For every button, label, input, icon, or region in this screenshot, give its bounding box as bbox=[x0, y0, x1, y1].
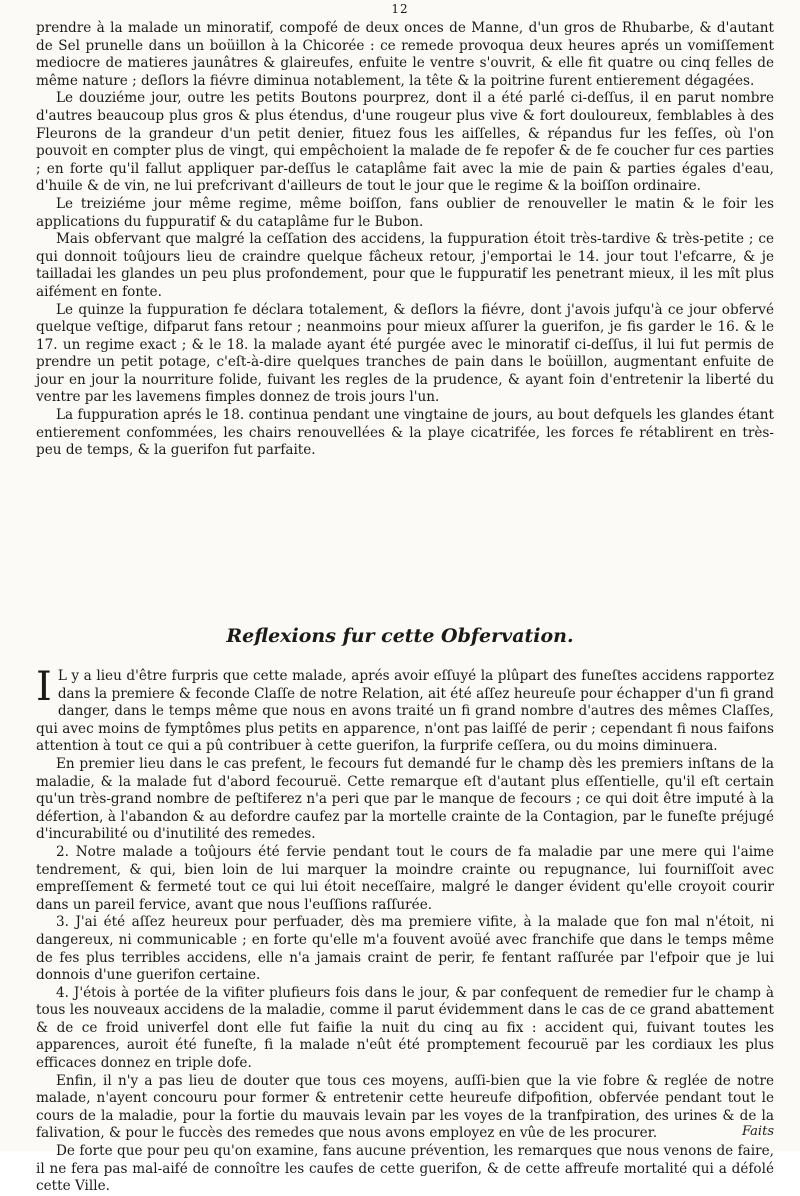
paragraph: Le douziéme jour, outre les petits Boutons pourprez, dont il a été parlé ci-deſſus, il en parut nombre d'autres beaucoup plus gros & plus étendus, d'une rougeur plus vive & fort douloureux, femblables à des Fleurons de la grandeur d'un petit denier, fituez fous les aiſſelles, & répandus fur les feſſes, où l'on pouvoit en compter plus de vingt, qui empêchoient la malade de fe repofer & de fe coucher fur ces parties ; en forte qu'il fallut appliquer par-deſſus le cataplâme fait avec la mie de pain & parties égales d'eau, d'huile & de vin, ne lui prefcrivant d'ailleurs de tout le jour que le regime & la boiſſon ordinaire. bbox=[36, 90, 774, 195]
catchword: Faits bbox=[742, 1124, 774, 1139]
paragraph: 4. J'étois à portée de la vifiter plufieurs fois dans le jour, & par confequent de remedier fur le champ à tous les nouveaux accidens de la maladie, comme il parut évidemment dans le cas de ce grand abattement & de ce froid univerfel dont elle fut faifie la nuit du cinq au fix : accident qui, fuivant toutes les apparences, auroit été funeſte, fi la malade n'eût été promptement fecouruë par les cordiaux les plus efficaces donnez en triple dofe. bbox=[36, 984, 774, 1072]
section-heading: Reflexions fur cette Obfervation. bbox=[226, 625, 574, 647]
paragraph: 2. Notre malade a toûjours été fervie pendant tout le cours de fa maladie par une mere qui l'aime tendrement, & qui, bien loin de lui marquer la moindre crainte ou repugnance, lui fourniſſoit avec empreſſement & fermeté tout ce qui lui étoit neceſſaire, malgré le danger évident qu'elle croyoit courir dans un pareil fervice, avant que nous l'euſſions raſſurée. bbox=[36, 843, 774, 913]
paragraph: En premier lieu dans le cas prefent, le fecours fut demandé fur le champ dès les premiers inſtans de la maladie, & la malade fut d'abord fecouruë. Cette remarque eſt d'autant plus eſſentielle, qu'il eſt certain qu'un très-grand nombre de peſtiferez n'a peri que par le manque de fecours ; ce qui doit être imputé à la défertion, à l'abandon & au defordre caufez par la mortelle crainte de la Contagion, par le funeſte préjugé d'incurabilité ou d'inutilité des remedes. bbox=[36, 755, 774, 843]
reflections-text bbox=[36, 664, 774, 1196]
paragraph: 3. J'ai été aſſez heureux pour perfuader, dès ma premiere vifite, à la malade que fon mal n'étoit, ni dangereux, ni communicable ; en forte qu'elle m'a fouvent avoüé avec franchife que dans le temps même de fes plus terribles accidens, elle n'a jamais craint de perir, fe fentant raſſurée par l'efpoir que je lui donnois d'une guerifon certaine. bbox=[36, 914, 774, 984]
paragraph: Le quinze la fuppuration fe déclara totalement, & deſlors la fiévre, dont j'avois jufqu'à ce jour obfervé quelque veſtige, difparut fans retour ; neanmoins pour mieux aſſurer la guerifon, je fis garder le 16. & le 17. un regime exact ; & le 18. la malade ayant été purgée avec le minoratif ci-deſſus, il lui fut permis de prendre un petit potage, c'eſt-à-dire quelques tranches de pain dans le boüillon, augmentant enfuite de jour en jour la nourriture folide, fuivant les regles de la prudence, & ayant foin d'entretenir la liberté du ventre par les lavemens fimples donnez de trois jours l'un. bbox=[36, 301, 774, 406]
observation-text bbox=[36, 20, 774, 460]
first-paragraph bbox=[36, 664, 774, 756]
paragraph: La fuppuration aprés le 18. continua pendant une vingtaine de jours, au bout defquels les glandes étant entierement confommées, les chairs renouvellées & la playe cicatrifée, les forces fe rétablirent en très-peu de temps, & la guerifon fut parfaite. bbox=[36, 407, 774, 459]
paragraph-text: L y a lieu d'être furpris que cette malade, aprés avoir eſſuyé la plûpart des funeſtes accidens rapportez dans la premiere & feconde Claſſe de notre Relation, ait été aſſez heureuſe pour échapper d'un fi grand danger, dans le temps même que nous en avons traité un fi grand nombre d'autres des mêmes Claſſes, qui avec moins de fymptômes plus petits en apparence, n'ont pas laiſſé de perir ; cependant fi nous faifons attention à tout ce qui a pû contribuer à cette guerifon, la furprife ceſſera, ou du moins diminuera. bbox=[36, 668, 774, 755]
paragraph: De forte que pour peu qu'on examine, fans aucune prévention, les remarques que nous venons de faire, il ne fera pas mal-aifé de connoître les caufes de cette guerifon, & de cette affreufe mortalité qui a défolé cette Ville. bbox=[36, 1143, 774, 1195]
drop-cap: I bbox=[36, 664, 52, 710]
paragraph: Enfin, il n'y a pas lieu de douter que tous ces moyens, auſſi-bien que la vie fobre & reglée de notre malade, n'ayent concouru pour former & entretenir cette heureufe difpofition, obfervée pendant tout le cours de la maladie, pour la fortie du mauvais levain par les voyes de la tranfpiration, des urines & de la falivation, & pour le fuccès des remedes que nous avons employez en vûe de les procurer. bbox=[36, 1072, 774, 1142]
paragraph: Mais obfervant que malgré la ceſſation des accidens, la fuppuration étoit très-tardive & très-petite ; ce qui donnoit toûjours lieu de craindre quelque fâcheux retour, j'emportai le 14. jour tout l'efcarre, & je tailladai les glandes un peu plus profondement, pour que le fuppuratif les penetrant mieux, il les mît plus aifément en fonte. bbox=[36, 231, 774, 300]
paragraph: prendre à la malade un minoratif, compofé de deux onces de Manne, d'un gros de Rhubarbe, & d'autant de Sel prunelle dans un boüillon à la Chicorée : ce remede provoqua deux heures aprés un vomiſſement mediocre de matieres jaunâtres & glaireufes, enfuite le ventre s'ouvrit, & elle fit quatre ou cinq felles de même nature ; deſlors la fiévre diminua notablement, la tête & la poitrine furent entierement dégagées. bbox=[36, 20, 774, 89]
paragraph: Le treiziéme jour même regime, même boiſſon, fans oublier de renouveller le matin & le foir les applications du fuppuratif & du cataplâme fur le Bubon. bbox=[36, 195, 774, 230]
page-number: 12 bbox=[391, 2, 409, 16]
